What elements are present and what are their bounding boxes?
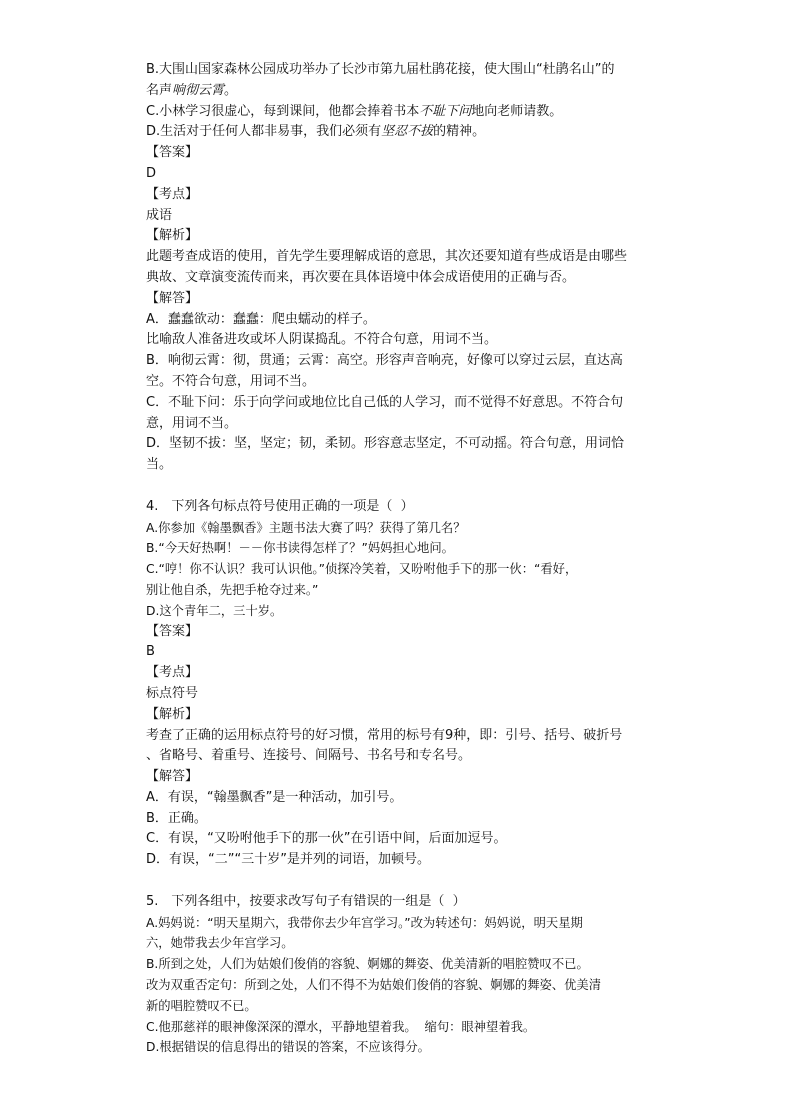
q3-option-b-line2: 名声响彻云霄。: [146, 82, 238, 98]
q3-option-b-line1: B.大围山国家森林公园成功举办了长沙市第九届杜鹃花接，使大围山“杜鹃名山”的: [146, 62, 615, 77]
q4-point: 标点符号: [146, 685, 199, 701]
q4-analysis-line: 、省略号、着重号、连接号、间隔号、书名号和专名号。: [146, 748, 472, 764]
q3-answer-label: 【答案】: [146, 145, 199, 161]
q3-point: 成语: [146, 207, 173, 223]
q4-analysis-label: 【解析】: [146, 706, 199, 722]
q4-option-c: C.“哼！你不认识？我可认识他。”侦探冷笑着，又吩咐他手下的那一伙：“看好，: [146, 562, 578, 577]
q3-solution-line: C．不耻下问：乐于向学问或地位比自己低的人学习，而不觉得不好意思。不符合句: [146, 394, 624, 410]
q5-option-b: B.所到之处，人们为姑娘们俊俏的容貌、婀娜的舞姿、优美清新的唱腔赞叹不已。: [146, 957, 589, 972]
q3-solution-line: 空。不符合句意，用词不当。: [146, 373, 316, 389]
q5-option-b-cont: 改为双重否定句：所到之处，人们不得不为姑娘们俊俏的容貌、婀娜的舞姿、优美清: [146, 978, 601, 993]
spacer: [146, 871, 676, 892]
q3-point-label: 【考点】: [146, 186, 199, 202]
q4-title: 4. 下列各句标点符号使用正确的一项是（ ）: [146, 498, 414, 514]
q4-point-label: 【考点】: [146, 665, 199, 681]
q3-solution-line: B．响彻云霄：彻，贯通；云霄：高空。形容声音响亮，好像可以穿过云层，直达高: [146, 353, 623, 369]
q3-solution-line: 当。: [146, 457, 173, 473]
q5-option-a-cont: 六，她带我去少年宫学习。: [146, 936, 294, 951]
q5-title: 5. 下列各组中，按要求改写句子有错误的一组是（ ）: [146, 893, 466, 909]
q3-solution-line: A．蠢蠢欲动：蠢蠢：爬虫蠕动的样子。: [146, 311, 376, 327]
q3-solution-label: 【解答】: [146, 290, 199, 306]
q4-option-a: A.你参加《翰墨飘香》主题书法大赛了吗？获得了第几名？: [146, 520, 466, 535]
q4-solution-line: B．正确。: [146, 810, 207, 826]
q3-analysis-label: 【解析】: [146, 228, 199, 244]
q5-option-a: A.妈妈说：“明天星期六，我带你去少年宫学习。”改为转述句：妈妈说，明天星期: [146, 915, 583, 930]
q5-option-d: D.根据错误的信息得出的错误的答案，不应该得分。: [146, 1040, 430, 1055]
q3-solution-line: D．坚韧不拔：坚，坚定；韧，柔韧。形容意志坚定，不可动摇。符合句意，用词恰: [146, 436, 625, 452]
document-page: [146, 60, 676, 1058]
q4-answer: B: [146, 644, 155, 660]
q3-option-d: D.生活对于任何人都非易事，我们必须有坚忍不拔的精神。: [146, 124, 486, 140]
q5-option-b-cont: 新的唱腔赞叹不已。: [146, 998, 257, 1013]
q3-analysis-line: 典故、文章演变流传而来，再次要在具体语境中体会成语使用的正确与否。: [146, 269, 576, 285]
q3-option-c: C.小林学习很虚心，每到课间，他都会捧着书本不耻下问地向老师请教。: [146, 103, 563, 119]
q4-option-b: B.“今天好热啊！－－你书读得怎样了？”妈妈担心地问。: [146, 541, 454, 556]
q4-answer-label: 【答案】: [146, 623, 199, 639]
q4-option-c-cont: 别让他自杀，先把手枪夺过来。”: [146, 582, 319, 597]
q3-analysis-line: 此题考查成语的使用，首先学生要理解成语的意思，其次还要知道有些成语是由哪些: [146, 249, 628, 265]
q3-solution-line: 意，用词不当。: [146, 415, 238, 431]
q4-solution-label: 【解答】: [146, 769, 199, 785]
q4-solution-line: D．有误，“二”“三十岁”是并列的词语，加顿号。: [146, 852, 430, 868]
spacer: [146, 476, 676, 497]
q4-solution-line: A．有误，“翰墨飘香”是一种活动，加引号。: [146, 789, 403, 805]
q3-solution-line: 比喻敌人准备进攻或坏人阴谋捣乱。不符合句意，用词不当。: [146, 332, 498, 348]
q4-option-d: D.这个青年二，三十岁。: [146, 603, 283, 618]
q3-answer: D: [146, 165, 157, 181]
q4-solution-line: C．有误，“又吩咐他手下的那一伙”在引语中间，后面加逗号。: [146, 831, 507, 847]
q4-analysis-line: 考查了正确的运用标点符号的好习惯，常用的标号有9种，即：引号、括号、破折号: [146, 727, 623, 743]
q5-option-c: C.他那慈祥的眼神像深深的潭水，平静地望着我。 缩句：眼神望着我。: [146, 1019, 536, 1034]
